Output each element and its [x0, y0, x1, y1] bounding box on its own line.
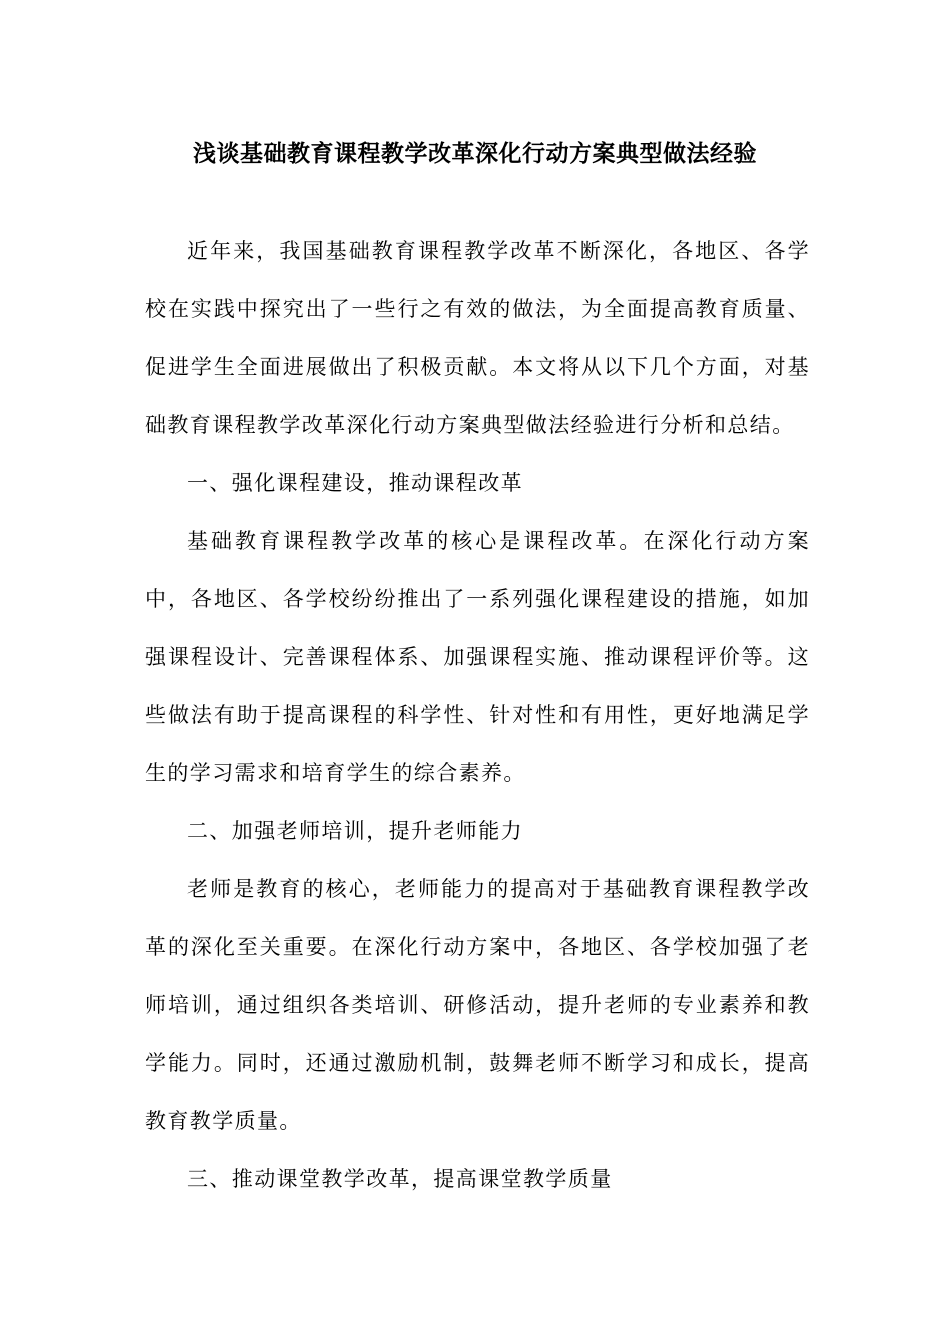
- section-paragraph-2: 老师是教育的核心，老师能力的提高对于基础教育课程教学改革的深化至关重要。在深化行动方案中，各地区、各学校加强了老师培训，通过组织各类培训、研修活动，提升老师的专业素养和教学能力。同时，还通过激励机制，鼓舞老师不断学习和成长，提高教育教学质量。: [145, 877, 810, 1133]
- section-heading-2: 二、加强老师培训，提升老师能力: [187, 819, 523, 843]
- document-title: 浅谈基础教育课程教学改革深化行动方案典型做法经验: [193, 141, 757, 167]
- section-paragraph-1: 基础教育课程教学改革的核心是课程改革。在深化行动方案中，各地区、各学校纷纷推出了一系列强化课程建设的措施，如加强课程设计、完善课程体系、加强课程实施、推动课程评价等。这些做法有助于提高课程的科学性、针对性和有用性，更好地满足学生的学习需求和培育学生的综合素养。: [145, 529, 810, 785]
- section-heading-3: 三、推动课堂教学改革，提高课堂教学质量: [187, 1167, 613, 1191]
- section-heading-1: 一、强化课程建设，推动课程改革: [187, 471, 523, 495]
- intro-paragraph: 近年来，我国基础教育课程教学改革不断深化，各地区、各学校在实践中探究出了一些行之有效的做法，为全面提高教育质量、促进学生全面进展做出了积极贡献。本文将从以下几个方面，对基础教育课程教学改革深化行动方案典型做法经验进行分析和总结。: [145, 239, 810, 437]
- document-body: [145, 222, 810, 1208]
